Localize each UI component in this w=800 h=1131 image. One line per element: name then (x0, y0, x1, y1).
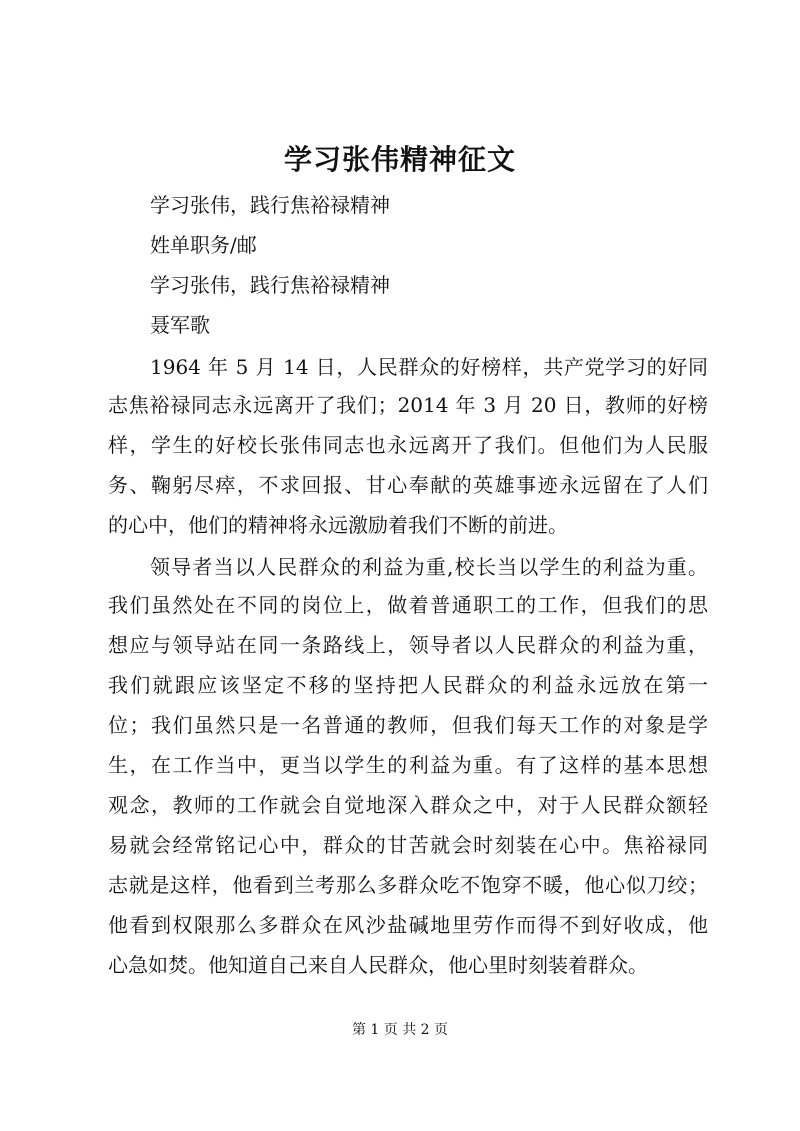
paragraph-line: 心急如焚。他知道自己来自人民群众，他心里时刻装着群众。 (108, 953, 648, 977)
paragraph-line: 我们虽然处在不同的岗位上，做着普通职工的工作，但我们的思 (108, 593, 708, 617)
paragraph-line: 观念，教师的工作就会自觉地深入群众之中，对于人民群众额轻 (108, 793, 708, 817)
paragraph-line: 的心中，他们的精神将永远激励着我们不断的前进。 (108, 513, 568, 537)
paragraph-line: 样，学生的好校长张伟同志也永远离开了我们。但他们为人民服 (108, 433, 708, 457)
paragraph-line: 务、鞠躬尽瘁，不求回报、甘心奉献的英雄事迹永远留在了人们 (108, 473, 708, 497)
paragraph-line: 志焦裕禄同志永远离开了我们；2014 年 3 月 20 日，教师的好榜 (108, 393, 708, 417)
subtitle-line: 学习张伟，践行焦裕禄精神 (150, 193, 390, 217)
paragraph-line: 易就会经常铭记心中，群众的甘苦就会时刻装在心中。焦裕禄同 (108, 833, 708, 857)
paragraph-line: 他看到权限那么多群众在风沙盐碱地里劳作而得不到好收成，他 (108, 913, 708, 937)
subtitle-repeat-line: 学习张伟，践行焦裕禄精神 (150, 273, 390, 297)
paragraph-line: 领导者当以人民群众的利益为重,校长当以学生的利益为重。 (150, 555, 708, 579)
paragraph-line: 位；我们虽然只是一名普通的教师，但我们每天工作的对象是学 (108, 713, 708, 737)
paragraph-line: 生，在工作当中，更当以学生的利益为重。有了这样的基本思想 (108, 753, 708, 777)
page-footer: 第 1 页 共 2 页 (351, 1022, 449, 1038)
paragraph-line: 想应与领导站在同一条路线上，领导者以人民群众的利益为重， (108, 633, 708, 657)
paragraph-line: 志就是这样，他看到兰考那么多群众吃不饱穿不暖，他心似刀绞； (108, 873, 708, 897)
author-name-line: 聂军歌 (150, 313, 210, 337)
document-title: 学习张伟精神征文 (283, 143, 516, 176)
paragraph-line: 1964 年 5 月 14 日，人民群众的好榜样，共产党学习的好同 (150, 355, 708, 379)
author-info-line: 姓单职务/邮 (150, 233, 257, 257)
paragraph-line: 我们就跟应该坚定不移的坚持把人民群众的利益永远放在第一 (108, 673, 708, 697)
